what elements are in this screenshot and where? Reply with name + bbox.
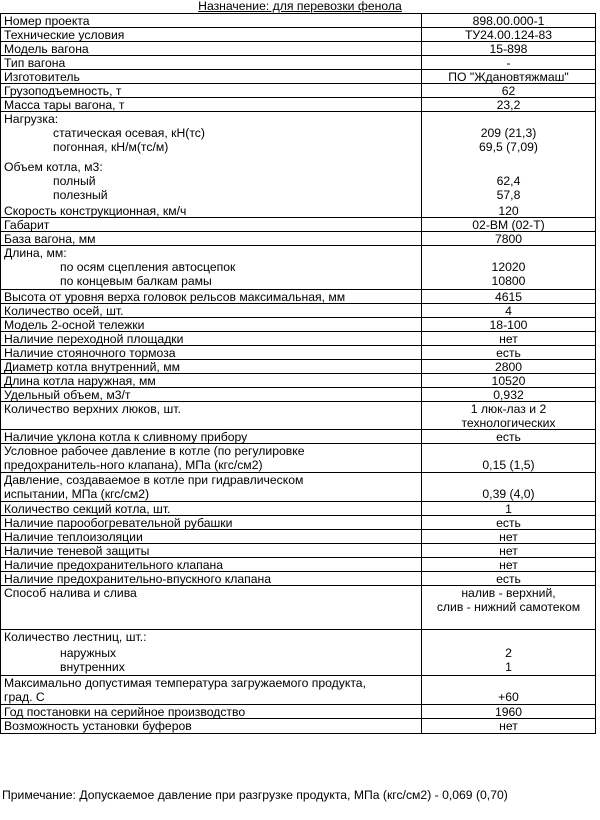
spec-table: [0, 13, 596, 734]
row-value: 7800: [494, 232, 523, 246]
value-cell: [422, 290, 595, 303]
value-cell: [422, 318, 595, 331]
spec-row: [1, 430, 595, 444]
document-title: Назначение: для перевозки фенола: [198, 0, 402, 13]
value-cell: [422, 530, 595, 543]
value-cell: [422, 388, 595, 401]
spec-row: [1, 70, 595, 84]
spec-row: [1, 204, 595, 218]
row-label: Наличие парообогревательной рубашки: [4, 516, 233, 530]
row-label: Способ налива и слива: [4, 586, 137, 600]
value-cell: [422, 705, 595, 718]
row-value: 23,2: [496, 98, 521, 112]
value-cell: [422, 246, 595, 289]
value-cell: [422, 98, 595, 111]
spec-row: [1, 14, 595, 28]
footnote: Примечание: Допускаемое давление при разгрузке продукта, МПа (кгс/см2) - 0,069 (0,70): [2, 788, 508, 802]
row-label: Количество секций котла, шт.: [4, 502, 171, 516]
spec-row: [1, 232, 595, 246]
row-sublabel: наружных: [60, 646, 117, 660]
spec-row: [1, 558, 595, 572]
value-cell: [422, 304, 595, 317]
spec-row: [1, 402, 595, 430]
row-sublabel: внутренних: [60, 660, 125, 674]
value-cell: [422, 204, 595, 217]
row-label: Количество верхних люков, шт.: [4, 402, 181, 416]
row-label: Наличие предохранительного клапана: [4, 558, 224, 572]
value-cell: [422, 473, 595, 501]
row-label: Наличие теневой защиты: [4, 544, 150, 558]
value-cell: [422, 586, 595, 629]
spec-row: [1, 246, 595, 290]
row-sublabel: статическая осевая, кН(тс): [53, 126, 205, 140]
row-value: 10520: [491, 374, 526, 388]
row-label: Модель вагона: [4, 42, 89, 56]
value-cell: [422, 84, 595, 97]
value-cell: [422, 430, 595, 443]
value-cell: [422, 56, 595, 69]
row-sublabel: по осям сцепления автосцепок: [60, 260, 236, 274]
row-label: Наличие переходной площадки: [4, 332, 184, 346]
value-cell: [422, 516, 595, 529]
row-sublabel: испытании, МПа (кгс/см2): [4, 487, 150, 501]
row-label: Год постановки на серийное производство: [4, 705, 246, 719]
spec-row: [1, 630, 595, 676]
row-value: нет: [499, 719, 518, 733]
row-label: Нагрузка:: [4, 112, 59, 126]
spec-row: [1, 98, 595, 112]
spec-row: [1, 502, 595, 516]
row-sublabel: по концевым балкам рамы: [60, 274, 212, 288]
value-cell: [422, 360, 595, 373]
row-value: -: [506, 56, 511, 70]
row-value: есть: [496, 346, 521, 360]
value-cell: [422, 232, 595, 245]
spec-row: [1, 360, 595, 374]
row-value: 69,5 (7,09): [479, 140, 538, 154]
row-label: Технические условия: [4, 28, 125, 42]
row-label: Давление, создаваемое в котле при гидравлическом: [4, 473, 304, 487]
row-label: Наличие стояночного тормоза: [4, 346, 176, 360]
value-cell: [422, 218, 595, 231]
row-value: 1 люк-лаз и 2: [470, 402, 547, 416]
row-value: слив - нижний самотеком: [436, 600, 581, 614]
row-value: технологических: [461, 416, 556, 430]
row-label: Удельный объем, м3/т: [4, 388, 131, 402]
row-value: ТУ24.00.124-83: [464, 28, 553, 42]
spec-row: [1, 516, 595, 530]
row-value: 02-ВМ (02-Т): [472, 218, 545, 232]
value-cell: [422, 70, 595, 83]
spec-row: [1, 318, 595, 332]
value-cell: [422, 544, 595, 557]
row-sublabel: предохранитель-ного клапана), МПа (кгс/см2): [4, 458, 263, 472]
row-label: Количество лестниц, шт.:: [4, 630, 147, 644]
spec-row: [1, 586, 595, 630]
spec-row: [1, 112, 595, 160]
row-value: +60: [498, 690, 519, 704]
row-value: есть: [496, 572, 521, 586]
spec-row: [1, 572, 595, 586]
spec-row: [1, 473, 595, 502]
row-sublabel: полезный: [53, 188, 108, 202]
row-value: нет: [499, 544, 518, 558]
row-value: есть: [496, 430, 521, 444]
row-sublabel: полный: [53, 174, 96, 188]
value-cell: [422, 28, 595, 41]
row-value: 12020: [491, 260, 526, 274]
value-cell: [422, 444, 595, 472]
row-label: Возможность установки буферов: [4, 719, 192, 733]
row-label: Масса тары вагона, т: [4, 98, 125, 112]
row-value: 0,15 (1,5): [482, 458, 535, 472]
row-label: Модель 2-осной тележки: [4, 318, 145, 332]
value-cell: [422, 112, 595, 160]
value-cell: [422, 676, 595, 704]
row-label: Длина, мм:: [4, 246, 67, 260]
row-value: 18-100: [489, 318, 528, 332]
spec-row: [1, 84, 595, 98]
value-cell: [422, 719, 595, 733]
value-cell: [422, 14, 595, 27]
spec-row: [1, 42, 595, 56]
row-label: Наличие уклона котла к сливному прибору: [4, 430, 248, 444]
value-cell: [422, 160, 595, 204]
row-sublabel: град. С: [4, 690, 45, 704]
spec-row: [1, 544, 595, 558]
row-label: Наличие предохранительно-впускного клапана: [4, 572, 272, 586]
row-label: Номер проекта: [4, 14, 90, 28]
value-cell: [422, 346, 595, 359]
spec-row: [1, 56, 595, 70]
row-label: Наличие теплоизоляции: [4, 530, 143, 544]
row-label: Длина котла наружная, мм: [4, 374, 156, 388]
spec-row: [1, 676, 595, 705]
row-value: 62: [501, 84, 516, 98]
spec-row: [1, 346, 595, 360]
row-value: 57,8: [496, 188, 521, 202]
spec-row: [1, 719, 595, 733]
row-sublabel: погонная, кН/м(тс/м): [53, 140, 169, 154]
value-cell: [422, 502, 595, 515]
row-label: Грузоподъемность, т: [4, 84, 122, 98]
spec-row: [1, 530, 595, 544]
row-label: Условное рабочее давление в котле (по регулировке: [4, 444, 305, 458]
spec-row: [1, 28, 595, 42]
row-label: Количество осей, шт.: [4, 304, 124, 318]
row-value: 0,39 (4,0): [482, 487, 535, 501]
row-value: 2800: [494, 360, 523, 374]
row-value: есть: [496, 516, 521, 530]
row-label: Тип вагона: [4, 56, 66, 70]
row-value: нет: [499, 530, 518, 544]
spec-row: [1, 388, 595, 402]
row-value: 15-898: [489, 42, 528, 56]
row-value: 1960: [494, 705, 523, 719]
spec-row: [1, 332, 595, 346]
row-value: 898.00.000-1: [472, 14, 545, 28]
row-value: 1: [505, 660, 512, 674]
row-label: Габарит: [4, 218, 50, 232]
value-cell: [422, 42, 595, 55]
row-value: 0,932: [493, 388, 524, 402]
value-cell: [422, 374, 595, 387]
row-value: 10800: [491, 274, 526, 288]
row-value: 2: [505, 646, 512, 660]
spec-row: [1, 218, 595, 232]
row-value: 1: [505, 502, 512, 516]
value-cell: [422, 332, 595, 345]
row-label: Объем котла, м3:: [4, 160, 103, 174]
spec-row: [1, 304, 595, 318]
row-value: нет: [499, 332, 518, 346]
value-cell: [422, 572, 595, 585]
row-label: Максимально допустимая температура загружаемого продукта,: [4, 676, 366, 690]
value-cell: [422, 402, 595, 429]
spec-row: [1, 374, 595, 388]
row-label: База вагона, мм: [4, 232, 96, 246]
spec-row: [1, 160, 595, 204]
row-value: 120: [498, 204, 519, 218]
row-value: 4: [505, 304, 512, 318]
row-value: ПО "Ждановтяжмаш": [448, 70, 569, 84]
row-label: Диаметр котла внутренний, мм: [4, 360, 180, 374]
row-label: Изготовитель: [4, 70, 80, 84]
row-label: Скорость конструкционная, км/ч: [4, 204, 187, 218]
row-label: Высота от уровня верха головок рельсов максимальная, мм: [4, 290, 346, 304]
row-value: 209 (21,3): [480, 126, 537, 140]
row-value: нет: [499, 558, 518, 572]
row-value: 4615: [494, 290, 523, 304]
spec-row: [1, 290, 595, 304]
row-value: 62,4: [496, 174, 521, 188]
spec-row: [1, 705, 595, 719]
row-value: налив - верхний,: [461, 586, 556, 600]
value-cell: [422, 630, 595, 675]
value-cell: [422, 558, 595, 571]
spec-row: [1, 444, 595, 473]
